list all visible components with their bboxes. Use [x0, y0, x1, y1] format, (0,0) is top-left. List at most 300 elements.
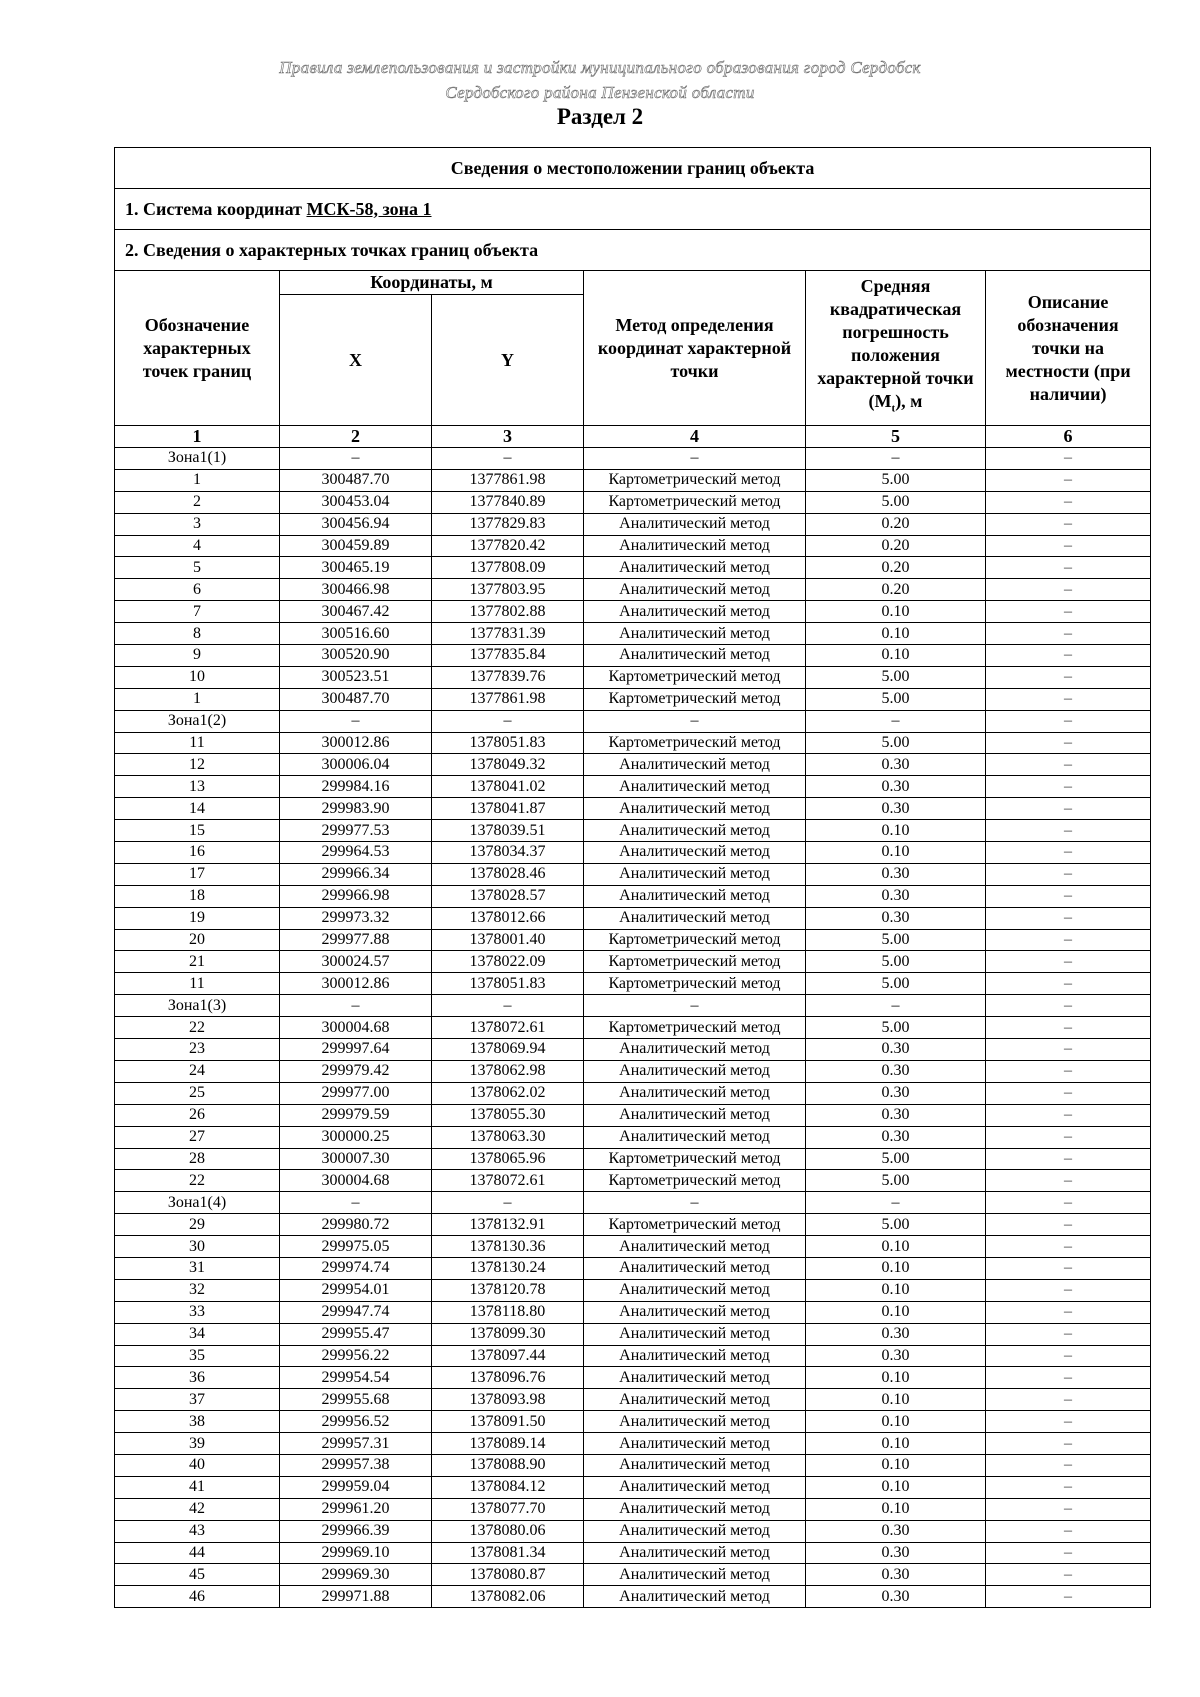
- method: Аналитический метод: [584, 863, 806, 885]
- coord-y: 1378082.06: [432, 1586, 584, 1608]
- point-designation: 34: [115, 1323, 280, 1345]
- point-description: –: [986, 973, 1151, 995]
- boundary-points-table: [114, 147, 1151, 1608]
- method: –: [584, 448, 806, 470]
- method: Аналитический метод: [584, 1126, 806, 1148]
- table-row: [115, 448, 1151, 470]
- point-designation: 21: [115, 951, 280, 973]
- point-description: –: [986, 1586, 1151, 1608]
- coord-x: 299957.31: [280, 1433, 432, 1455]
- coord-x: 299955.47: [280, 1323, 432, 1345]
- table-row: [115, 1411, 1151, 1433]
- point-designation: 13: [115, 776, 280, 798]
- coord-y: 1378130.24: [432, 1257, 584, 1279]
- mean-error: 0.30: [806, 1060, 986, 1082]
- point-designation: 1: [115, 688, 280, 710]
- coord-x: 299947.74: [280, 1301, 432, 1323]
- point-description: –: [986, 863, 1151, 885]
- col-error-header: [806, 271, 986, 426]
- col-number: 3: [432, 426, 584, 448]
- point-designation: 36: [115, 1367, 280, 1389]
- table-body: [115, 448, 1151, 1608]
- method: Аналитический метод: [584, 1542, 806, 1564]
- points-title: 2. Сведения о характерных точках границ объекта: [115, 230, 1151, 271]
- point-description: –: [986, 842, 1151, 864]
- coord-y: 1378028.46: [432, 863, 584, 885]
- coord-y: 1377839.76: [432, 666, 584, 688]
- point-description: –: [986, 907, 1151, 929]
- coord-y: 1378120.78: [432, 1279, 584, 1301]
- point-designation: 25: [115, 1082, 280, 1104]
- point-designation: 45: [115, 1564, 280, 1586]
- mean-error: 5.00: [806, 929, 986, 951]
- table-row: [115, 1301, 1151, 1323]
- mean-error: 5.00: [806, 491, 986, 513]
- point-description: –: [986, 798, 1151, 820]
- table-row: [115, 732, 1151, 754]
- mean-error: 5.00: [806, 666, 986, 688]
- coord-x: 299956.52: [280, 1411, 432, 1433]
- coord-x: 299969.10: [280, 1542, 432, 1564]
- table-row: [115, 1060, 1151, 1082]
- table-row: [115, 842, 1151, 864]
- coord-x: 299955.68: [280, 1389, 432, 1411]
- table-row: [115, 973, 1151, 995]
- mean-error: –: [806, 710, 986, 732]
- mean-error: 0.20: [806, 557, 986, 579]
- point-description: –: [986, 1323, 1151, 1345]
- col-number: 2: [280, 426, 432, 448]
- point-designation: 27: [115, 1126, 280, 1148]
- coord-y: 1378084.12: [432, 1476, 584, 1498]
- coord-x: 299973.32: [280, 907, 432, 929]
- point-designation: 35: [115, 1345, 280, 1367]
- mean-error: 0.30: [806, 1345, 986, 1367]
- coord-y: 1378055.30: [432, 1104, 584, 1126]
- point-designation: 40: [115, 1454, 280, 1476]
- point-designation: Зона1(3): [115, 995, 280, 1017]
- mean-error: 0.20: [806, 513, 986, 535]
- table-row: [115, 798, 1151, 820]
- table-row: [115, 1345, 1151, 1367]
- method: –: [584, 995, 806, 1017]
- col-x-header: X: [280, 295, 432, 426]
- coord-y: 1377840.89: [432, 491, 584, 513]
- table-row: [115, 1476, 1151, 1498]
- table-row: [115, 491, 1151, 513]
- coord-system-label: 1. Система координат: [125, 198, 307, 219]
- method: Картометрический метод: [584, 1214, 806, 1236]
- coord-y: 1378088.90: [432, 1454, 584, 1476]
- table-row: [115, 907, 1151, 929]
- method: Аналитический метод: [584, 1389, 806, 1411]
- table-row: [115, 1039, 1151, 1061]
- coord-x: 300453.04: [280, 491, 432, 513]
- method: Картометрический метод: [584, 666, 806, 688]
- point-designation: 24: [115, 1060, 280, 1082]
- coord-y: 1377803.95: [432, 579, 584, 601]
- point-designation: 14: [115, 798, 280, 820]
- method: Аналитический метод: [584, 1476, 806, 1498]
- point-designation: 28: [115, 1148, 280, 1170]
- table-row: [115, 1192, 1151, 1214]
- method: Аналитический метод: [584, 776, 806, 798]
- table-row: [115, 1542, 1151, 1564]
- coord-y: 1378012.66: [432, 907, 584, 929]
- point-designation: 19: [115, 907, 280, 929]
- mean-error: 5.00: [806, 732, 986, 754]
- mean-error: 0.30: [806, 907, 986, 929]
- coord-y: 1377835.84: [432, 645, 584, 667]
- coord-x: 299954.01: [280, 1279, 432, 1301]
- method: Аналитический метод: [584, 1367, 806, 1389]
- coord-y: 1378096.76: [432, 1367, 584, 1389]
- coord-x: 300456.94: [280, 513, 432, 535]
- point-designation: 16: [115, 842, 280, 864]
- point-designation: Зона1(1): [115, 448, 280, 470]
- coord-x: 300012.86: [280, 973, 432, 995]
- mean-error: –: [806, 1192, 986, 1214]
- mean-error: –: [806, 448, 986, 470]
- coord-x: 299961.20: [280, 1498, 432, 1520]
- point-description: –: [986, 995, 1151, 1017]
- method: Аналитический метод: [584, 842, 806, 864]
- coord-x: –: [280, 995, 432, 1017]
- point-description: –: [986, 1236, 1151, 1258]
- point-designation: 18: [115, 885, 280, 907]
- table-row: [115, 535, 1151, 557]
- point-designation: 9: [115, 645, 280, 667]
- method: Аналитический метод: [584, 1236, 806, 1258]
- point-description: –: [986, 1192, 1151, 1214]
- coord-y: 1378062.98: [432, 1060, 584, 1082]
- coord-y: 1378001.40: [432, 929, 584, 951]
- method: Аналитический метод: [584, 535, 806, 557]
- coord-x: 300006.04: [280, 754, 432, 776]
- coord-x: 300467.42: [280, 601, 432, 623]
- method: Аналитический метод: [584, 1498, 806, 1520]
- coord-x: 299966.39: [280, 1520, 432, 1542]
- coord-y: 1378062.02: [432, 1082, 584, 1104]
- point-designation: 30: [115, 1236, 280, 1258]
- method: Аналитический метод: [584, 1454, 806, 1476]
- coord-x: 299977.53: [280, 820, 432, 842]
- coord-x: 299997.64: [280, 1039, 432, 1061]
- mean-error: 5.00: [806, 1148, 986, 1170]
- coord-y: 1378049.32: [432, 754, 584, 776]
- coord-y: 1378065.96: [432, 1148, 584, 1170]
- point-description: –: [986, 1170, 1151, 1192]
- mean-error: 0.30: [806, 1586, 986, 1608]
- table-row: [115, 1586, 1151, 1608]
- mean-error: 0.10: [806, 1301, 986, 1323]
- coord-x: 299966.34: [280, 863, 432, 885]
- table-row: [115, 929, 1151, 951]
- point-description: –: [986, 623, 1151, 645]
- point-description: –: [986, 1498, 1151, 1520]
- point-designation: 37: [115, 1389, 280, 1411]
- point-description: –: [986, 688, 1151, 710]
- coord-x: 300520.90: [280, 645, 432, 667]
- mean-error: 0.10: [806, 601, 986, 623]
- coord-y: 1377861.98: [432, 688, 584, 710]
- coord-x: 299954.54: [280, 1367, 432, 1389]
- mean-error: 0.10: [806, 1236, 986, 1258]
- point-designation: 46: [115, 1586, 280, 1608]
- point-description: –: [986, 1411, 1151, 1433]
- coord-x: 300004.68: [280, 1170, 432, 1192]
- coord-y: 1378041.02: [432, 776, 584, 798]
- coord-y: 1377802.88: [432, 601, 584, 623]
- coord-y: 1378072.61: [432, 1170, 584, 1192]
- coord-x: 299979.42: [280, 1060, 432, 1082]
- mean-error: 0.30: [806, 885, 986, 907]
- point-designation: Зона1(4): [115, 1192, 280, 1214]
- coord-y: –: [432, 1192, 584, 1214]
- coord-y: 1378022.09: [432, 951, 584, 973]
- method: Аналитический метод: [584, 1279, 806, 1301]
- coord-x: 300466.98: [280, 579, 432, 601]
- method: Аналитический метод: [584, 557, 806, 579]
- coord-x: 299959.04: [280, 1476, 432, 1498]
- point-description: –: [986, 1082, 1151, 1104]
- table-row: [115, 1367, 1151, 1389]
- column-header-row: [115, 271, 1151, 295]
- coord-y: 1378069.94: [432, 1039, 584, 1061]
- point-description: –: [986, 557, 1151, 579]
- point-description: –: [986, 601, 1151, 623]
- mean-error: 5.00: [806, 1214, 986, 1236]
- coord-x: 299977.88: [280, 929, 432, 951]
- method: –: [584, 710, 806, 732]
- coord-y: 1377820.42: [432, 535, 584, 557]
- point-designation: 3: [115, 513, 280, 535]
- point-description: –: [986, 1301, 1151, 1323]
- table-row: [115, 1082, 1151, 1104]
- method: Аналитический метод: [584, 579, 806, 601]
- coord-x: 300004.68: [280, 1017, 432, 1039]
- method: Картометрический метод: [584, 973, 806, 995]
- point-designation: 11: [115, 973, 280, 995]
- mean-error: 0.30: [806, 1104, 986, 1126]
- coord-system-value: МСК-58, зона 1: [306, 198, 432, 219]
- col-error-text: Средняя квадратическая погрешность положения характерной точки (M: [817, 276, 974, 412]
- table-row: [115, 710, 1151, 732]
- coord-y: 1378132.91: [432, 1214, 584, 1236]
- method: Картометрический метод: [584, 688, 806, 710]
- method: Аналитический метод: [584, 513, 806, 535]
- point-description: –: [986, 1060, 1151, 1082]
- mean-error: 0.30: [806, 776, 986, 798]
- mean-error: 0.30: [806, 1542, 986, 1564]
- col-coords-header: Координаты, м: [280, 271, 584, 295]
- point-designation: 23: [115, 1039, 280, 1061]
- mean-error: 0.10: [806, 1279, 986, 1301]
- point-designation: 11: [115, 732, 280, 754]
- method: Аналитический метод: [584, 1586, 806, 1608]
- point-designation: 6: [115, 579, 280, 601]
- point-description: –: [986, 666, 1151, 688]
- table-row: [115, 820, 1151, 842]
- table-row: [115, 513, 1151, 535]
- coord-y: 1378118.80: [432, 1301, 584, 1323]
- mean-error: 0.30: [806, 1520, 986, 1542]
- point-description: –: [986, 1367, 1151, 1389]
- coord-x: 300487.70: [280, 469, 432, 491]
- mean-error: 0.30: [806, 1564, 986, 1586]
- mean-error: 0.30: [806, 798, 986, 820]
- coord-x: –: [280, 1192, 432, 1214]
- method: Аналитический метод: [584, 907, 806, 929]
- table-row: [115, 1148, 1151, 1170]
- point-designation: 44: [115, 1542, 280, 1564]
- table-row: [115, 1214, 1151, 1236]
- point-designation: 43: [115, 1520, 280, 1542]
- col-error-subscript: t: [891, 402, 896, 415]
- mean-error: 0.10: [806, 820, 986, 842]
- point-designation: 41: [115, 1476, 280, 1498]
- point-description: –: [986, 1039, 1151, 1061]
- table-row: [115, 579, 1151, 601]
- coord-y: 1377808.09: [432, 557, 584, 579]
- coord-y: 1378063.30: [432, 1126, 584, 1148]
- col-number: 6: [986, 426, 1151, 448]
- method: Картометрический метод: [584, 929, 806, 951]
- table-banner-row: [115, 148, 1151, 189]
- point-designation: 29: [115, 1214, 280, 1236]
- mean-error: 0.30: [806, 1323, 986, 1345]
- mean-error: 5.00: [806, 1017, 986, 1039]
- mean-error: 0.10: [806, 1433, 986, 1455]
- mean-error: 0.30: [806, 1082, 986, 1104]
- coord-y: 1378051.83: [432, 732, 584, 754]
- mean-error: 0.10: [806, 842, 986, 864]
- method: Аналитический метод: [584, 1411, 806, 1433]
- point-designation: 10: [115, 666, 280, 688]
- point-designation: 15: [115, 820, 280, 842]
- point-designation: 20: [115, 929, 280, 951]
- coord-y: 1378093.98: [432, 1389, 584, 1411]
- table-row: [115, 1498, 1151, 1520]
- col-method-header: Метод определения координат характерной точки: [584, 271, 806, 426]
- point-designation: 1: [115, 469, 280, 491]
- coord-x: 299974.74: [280, 1257, 432, 1279]
- coord-system-row: [115, 189, 1151, 230]
- coord-x: 299979.59: [280, 1104, 432, 1126]
- coord-x: 300000.25: [280, 1126, 432, 1148]
- table-row: [115, 951, 1151, 973]
- coord-x: 299983.90: [280, 798, 432, 820]
- mean-error: 5.00: [806, 469, 986, 491]
- coord-x: 299975.05: [280, 1236, 432, 1258]
- point-designation: 4: [115, 535, 280, 557]
- point-description: –: [986, 951, 1151, 973]
- method: Аналитический метод: [584, 1082, 806, 1104]
- mean-error: 0.10: [806, 623, 986, 645]
- mean-error: 5.00: [806, 951, 986, 973]
- method: Аналитический метод: [584, 1301, 806, 1323]
- point-designation: 2: [115, 491, 280, 513]
- point-description: –: [986, 579, 1151, 601]
- coord-system-cell: [115, 189, 1151, 230]
- coord-x: 299966.98: [280, 885, 432, 907]
- mean-error: 5.00: [806, 1170, 986, 1192]
- col-designation-header: Обозначение характерных точек границ: [115, 271, 280, 426]
- point-description: –: [986, 929, 1151, 951]
- method: Картометрический метод: [584, 469, 806, 491]
- method: Аналитический метод: [584, 1345, 806, 1367]
- point-designation: 7: [115, 601, 280, 623]
- coord-y: 1377861.98: [432, 469, 584, 491]
- point-description: –: [986, 469, 1151, 491]
- point-description: –: [986, 1257, 1151, 1279]
- point-description: –: [986, 776, 1151, 798]
- mean-error: 5.00: [806, 688, 986, 710]
- point-description: –: [986, 885, 1151, 907]
- point-description: –: [986, 1279, 1151, 1301]
- method: Аналитический метод: [584, 1104, 806, 1126]
- method: Аналитический метод: [584, 820, 806, 842]
- col-desc-header: Описание обозначения точки на местности (при наличии): [986, 271, 1151, 426]
- point-description: –: [986, 1542, 1151, 1564]
- table-row: [115, 1236, 1151, 1258]
- col-number: 4: [584, 426, 806, 448]
- points-title-row: [115, 230, 1151, 271]
- coord-y: 1377831.39: [432, 623, 584, 645]
- method: Картометрический метод: [584, 1148, 806, 1170]
- table-row: [115, 557, 1151, 579]
- mean-error: 0.30: [806, 754, 986, 776]
- mean-error: 0.30: [806, 1039, 986, 1061]
- point-designation: 17: [115, 863, 280, 885]
- coord-x: 299980.72: [280, 1214, 432, 1236]
- method: Аналитический метод: [584, 754, 806, 776]
- coord-y: 1378034.37: [432, 842, 584, 864]
- point-description: –: [986, 1017, 1151, 1039]
- table-row: [115, 666, 1151, 688]
- coord-x: 299984.16: [280, 776, 432, 798]
- col-error-tail: ), м: [895, 391, 923, 412]
- point-description: –: [986, 535, 1151, 557]
- coord-x: 300487.70: [280, 688, 432, 710]
- point-designation: 39: [115, 1433, 280, 1455]
- coord-x: 300459.89: [280, 535, 432, 557]
- point-designation: 38: [115, 1411, 280, 1433]
- method: Аналитический метод: [584, 1323, 806, 1345]
- mean-error: 0.10: [806, 645, 986, 667]
- table-row: [115, 623, 1151, 645]
- col-y-header: Y: [432, 295, 584, 426]
- coord-x: 300523.51: [280, 666, 432, 688]
- method: –: [584, 1192, 806, 1214]
- table-row: [115, 776, 1151, 798]
- coord-y: 1378097.44: [432, 1345, 584, 1367]
- method: Картометрический метод: [584, 732, 806, 754]
- coord-y: 1378072.61: [432, 1017, 584, 1039]
- point-description: –: [986, 1126, 1151, 1148]
- table-row: [115, 1279, 1151, 1301]
- point-description: –: [986, 1389, 1151, 1411]
- mean-error: 0.30: [806, 1126, 986, 1148]
- table-row: [115, 1170, 1151, 1192]
- point-description: –: [986, 1345, 1151, 1367]
- point-designation: 22: [115, 1170, 280, 1192]
- table-row: [115, 1520, 1151, 1542]
- point-designation: 12: [115, 754, 280, 776]
- table-row: [115, 601, 1151, 623]
- point-description: –: [986, 820, 1151, 842]
- point-designation: 31: [115, 1257, 280, 1279]
